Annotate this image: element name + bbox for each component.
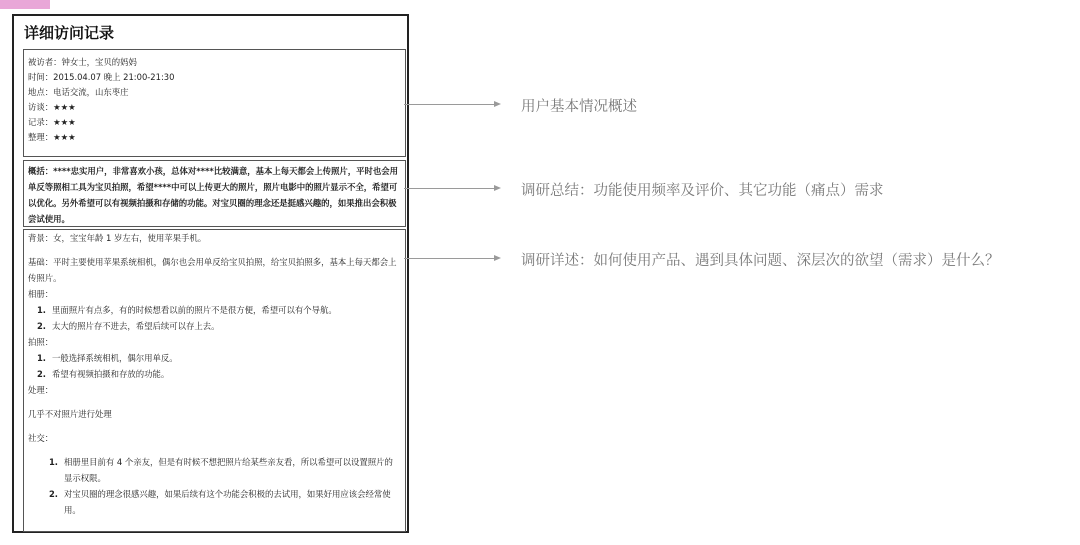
list-number: 1. [36, 353, 46, 363]
list-item [28, 318, 401, 334]
details-background: 背景：女，宝宝年龄 1 岁左右，使用苹果手机。 [28, 233, 207, 243]
list-number: 2. [48, 489, 58, 499]
album-label: 相册： [28, 289, 54, 299]
connector-line-details [404, 258, 494, 259]
corner-tag [0, 0, 50, 9]
list-number: 2. [36, 369, 46, 379]
list-number: 1. [48, 457, 58, 467]
list-text: 太大的照片存不进去，希望后续可以存上去。 [52, 321, 220, 331]
social-label: 社交： [28, 433, 54, 443]
list-text: 希望有视频拍摄和存放的功能。 [52, 369, 170, 379]
annotation-details: 调研详述：如何使用产品、遇到具体问题、深层次的欲望（需求）是什么？ [521, 253, 1000, 269]
list-item [28, 302, 401, 318]
connector-line-profile [404, 104, 494, 105]
list-item [28, 350, 401, 366]
list-text: 相册里目前有 4 个亲友，但是有时候不想把照片给某些亲友看，所以希望可以设置照片的显示权限。 [64, 457, 393, 483]
details-basics: 基础：平时主要使用苹果系统相机，偶尔也会用单反给宝贝拍照，给宝贝拍照多，基本上每天都会上传照片。 [28, 257, 397, 283]
summary-section [23, 160, 406, 227]
list-text: 对宝贝圈的理念很感兴趣，如果后续有这个功能会积极的去试用，如果好用应该会经常使用。 [64, 489, 391, 515]
list-number: 1. [36, 305, 46, 315]
process-text: 几乎不对照片进行处理 [28, 409, 112, 419]
arrow-right-icon [494, 101, 501, 107]
profile-line-interview: 访谈：★★★ [28, 102, 76, 112]
list-item [28, 366, 401, 382]
list-item [28, 486, 401, 518]
list-item [28, 454, 401, 486]
details-section [23, 229, 406, 532]
profile-line-record: 记录：★★★ [28, 117, 76, 127]
arrow-right-icon [494, 255, 501, 261]
list-text: 一般选择系统相机，偶尔用单反。 [52, 353, 178, 363]
document-title: 详细访问记录 [24, 24, 115, 42]
arrow-right-icon [494, 185, 501, 191]
profile-line-interviewee: 被访者：钟女士，宝贝的妈妈 [28, 57, 137, 67]
shoot-label: 拍照： [28, 337, 54, 347]
profile-section [23, 49, 406, 157]
profile-line-organize: 整理：★★★ [28, 132, 76, 142]
list-number: 2. [36, 321, 46, 331]
profile-line-location: 地点：电话交流，山东枣庄 [28, 87, 129, 97]
summary-text: 概括：****忠实用户，非常喜欢小孩，总体对****比较满意，基本上每天都会上传照片，平时也会用单反等照相工具为宝贝拍照，希望****中可以上传更大的照片，照片电影中的照片显示不全，希望可以优化。另外希望可以有视频拍摄和存储的功能。对宝贝圈的理念还是挺感兴趣的，如果推出会积极尝试使用。 [28, 166, 399, 224]
process-label: 处理： [28, 385, 54, 395]
connector-line-summary [404, 188, 494, 189]
list-text: 里面照片有点多，有的时候想看以前的照片不是很方便，希望可以有个导航。 [52, 305, 337, 315]
annotation-profile: 用户基本情况概述 [521, 99, 637, 115]
profile-line-time: 时间：2015.04.07 晚上 21:00-21:30 [28, 72, 175, 82]
annotation-summary: 调研总结：功能使用频率及评价、其它功能（痛点）需求 [521, 183, 884, 199]
interview-record-document [12, 14, 409, 533]
